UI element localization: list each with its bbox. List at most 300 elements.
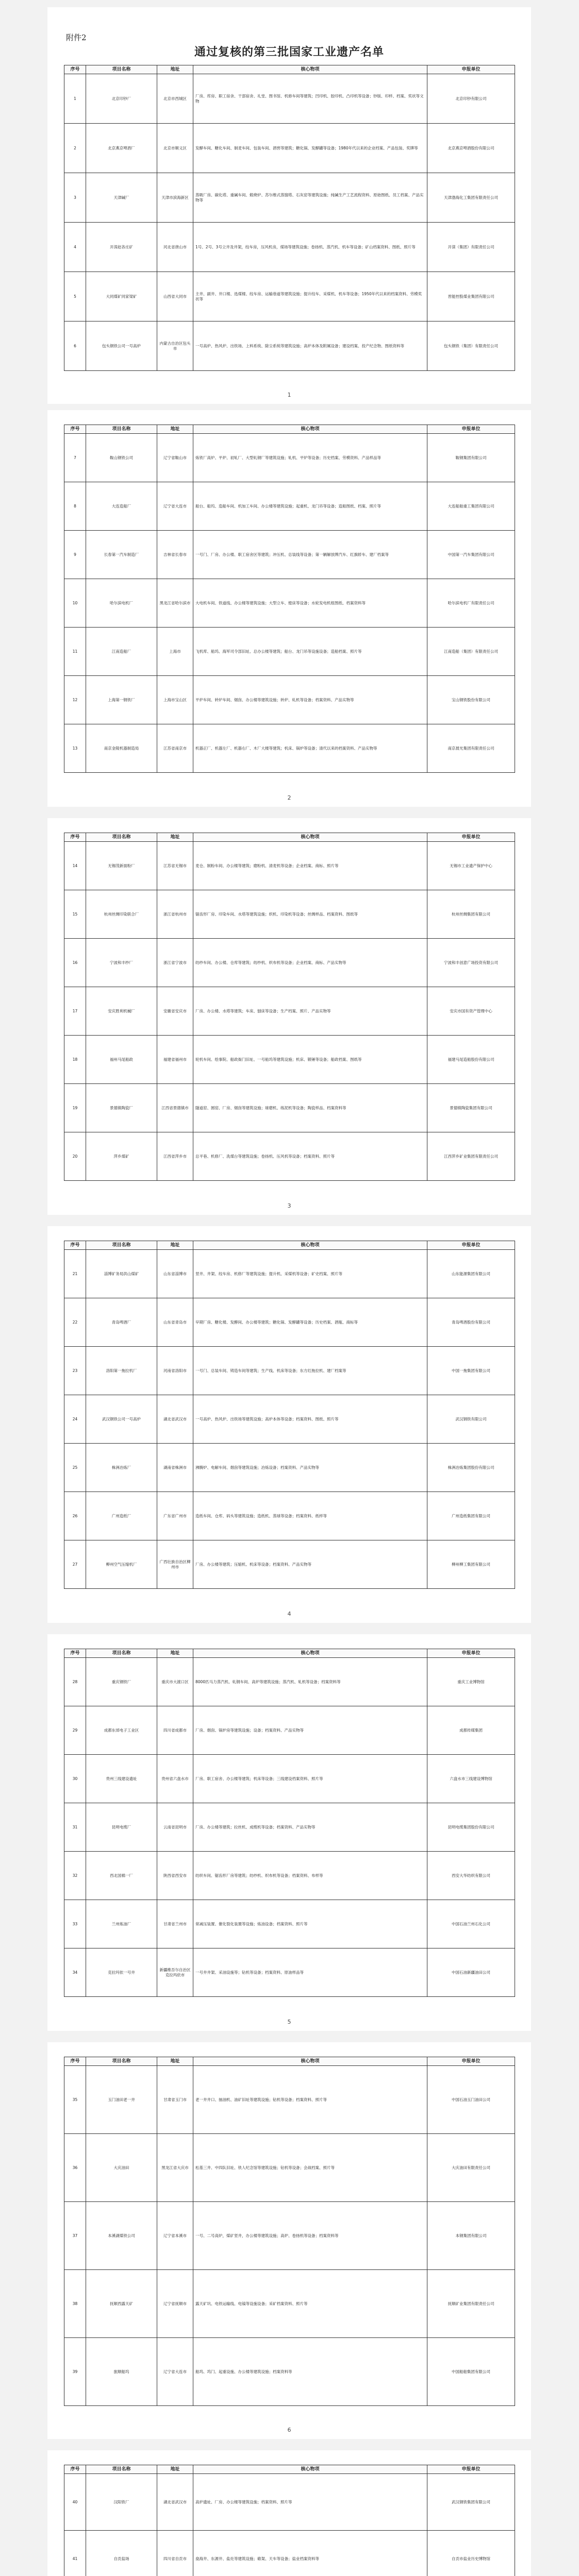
column-header-location: 地址 — [157, 425, 193, 434]
cell-name: 长春第一汽车制造厂 — [86, 531, 157, 579]
cell-location: 湖北省武汉市 — [157, 1395, 193, 1444]
cell-unit: 大庆油田有限责任公司 — [427, 2134, 515, 2202]
page-number: 5 — [287, 2019, 291, 2025]
cell-name: 萍乡煤矿 — [86, 1132, 157, 1181]
cell-no: 10 — [64, 579, 86, 628]
table-header-row — [64, 1649, 515, 1658]
cell-core: 露天矿坑、电铁运输线、电镐等设施设备；采矿档案资料、照片等 — [193, 2270, 427, 2338]
cell-core: 发酵车间、糖化车间、制麦车间、包装车间、酒窖等建筑；糖化锅、发酵罐等设备；1980年代以来的企业档案、产品包装、奖牌等 — [193, 124, 427, 173]
cell-core: 沸腾炉、电解车间、烟囱等建筑设施；冶炼设备；档案资料、产品实物等 — [193, 1444, 427, 1492]
cell-unit: 株洲冶炼集团股份有限公司 — [427, 1444, 515, 1492]
cell-location: 河南省洛阳市 — [157, 1347, 193, 1395]
table-header-row — [64, 1241, 515, 1250]
cell-unit: 本钢集团有限公司 — [427, 2202, 515, 2270]
cell-name: 无锡茂新面粉厂 — [86, 842, 157, 890]
column-header-location: 地址 — [157, 2057, 193, 2066]
cell-location: 福建省福州市 — [157, 1036, 193, 1084]
heritage-table — [64, 65, 515, 371]
cell-name: 株洲冶炼厂 — [86, 1444, 157, 1492]
table-row — [64, 2338, 515, 2406]
cell-location: 浙江省宁波市 — [157, 939, 193, 987]
column-header-no: 序号 — [64, 833, 86, 842]
cell-location: 辽宁省鞍山市 — [157, 434, 193, 482]
cell-no: 38 — [64, 2270, 86, 2338]
cell-name: 景德镇陶瓷厂 — [86, 1084, 157, 1132]
cell-name: 旅顺船坞 — [86, 2338, 157, 2406]
heritage-table — [64, 425, 515, 773]
cell-no: 34 — [64, 1948, 86, 1997]
cell-no: 18 — [64, 1036, 86, 1084]
table-row — [64, 1900, 515, 1948]
cell-no: 3 — [64, 173, 86, 223]
cell-unit: 北京燕京啤酒股份有限公司 — [427, 124, 515, 173]
cell-unit: 武汉钢铁集团有限公司 — [427, 2474, 515, 2531]
cell-name: 洛阳第一拖拉机厂 — [86, 1347, 157, 1395]
cell-location: 河北省唐山市 — [157, 223, 193, 272]
column-header-location: 地址 — [157, 833, 193, 842]
cell-name: 广州造纸厂 — [86, 1492, 157, 1540]
cell-no: 24 — [64, 1395, 86, 1444]
table-row — [64, 579, 515, 628]
cell-unit: 重庆工业博物馆 — [427, 1658, 515, 1706]
document-page — [47, 1226, 531, 1623]
cell-location: 甘肃省玉门市 — [157, 2066, 193, 2134]
document-page — [47, 1634, 531, 2031]
cell-core: 早期厂房、糖化楼、发酵间、办公楼等建筑；糖化锅、发酵罐等设备；历史档案、酒瓶、商标等 — [193, 1298, 427, 1347]
cell-no: 12 — [64, 676, 86, 724]
column-header-no: 序号 — [64, 1649, 86, 1658]
cell-name: 克拉玛依一号井 — [86, 1948, 157, 1997]
cell-core: 1号、2号、3号立井及井架，绞车房，压风机房，煤场等建筑设施；卷扬机、蒸汽机、机车等设备；矿山档案资料、图纸、照片等 — [193, 223, 427, 272]
cell-location: 江苏省南京市 — [157, 724, 193, 773]
cell-unit: 哈尔滨电机厂有限责任公司 — [427, 579, 515, 628]
column-header-no: 序号 — [64, 1241, 86, 1250]
cell-unit: 昆明电缆集团股份有限公司 — [427, 1803, 515, 1852]
cell-name: 汉阳铁厂 — [86, 2474, 157, 2531]
table-header-row — [64, 425, 515, 434]
cell-location: 山西省大同市 — [157, 272, 193, 321]
cell-name: 杭州丝绸印染联合厂 — [86, 890, 157, 939]
cell-name: 贵州三线建设遗址 — [86, 1755, 157, 1803]
cell-core: 8000匹马力蒸汽机、轧钢车间、高炉等建筑设施；蒸汽机、轧机等设备；档案资料等 — [193, 1658, 427, 1706]
cell-unit: 福建马尾造船股份有限公司 — [427, 1036, 515, 1084]
table-row — [64, 628, 515, 676]
column-header-core: 核心物项 — [193, 2465, 427, 2474]
cell-core: 一号高炉、热风炉、出铁场等建筑设施；高炉本体等设备；档案资料、图纸、照片等 — [193, 1395, 427, 1444]
cell-core: 松基三井、中四队旧址、铁人纪念馆等建筑设施；钻机等设备；会战档案、照片等 — [193, 2134, 427, 2202]
table-row — [64, 2134, 515, 2202]
table-row — [64, 1948, 515, 1997]
cell-core: 一号高炉、热风炉、出铁场、上料系统、除尘系统等建筑设施；高炉本体及附属设备；建设档案、投产纪念物、图纸资料等 — [193, 321, 427, 371]
cell-core: 厂房、办公楼等建筑；压缩机、机床等设备；档案资料、产品实物等 — [193, 1540, 427, 1589]
cell-name: 哈尔滨电机厂 — [86, 579, 157, 628]
cell-no: 41 — [64, 2531, 86, 2576]
cell-location: 黑龙江省大庆市 — [157, 2134, 193, 2202]
table-row — [64, 1803, 515, 1852]
cell-no: 11 — [64, 628, 86, 676]
page-number: 3 — [287, 1202, 291, 1209]
cell-unit: 江西萍乡矿业集团有限责任公司 — [427, 1132, 515, 1181]
document-page — [47, 2042, 531, 2439]
table-row — [64, 890, 515, 939]
cell-unit: 自贡市盐业历史博物馆 — [427, 2531, 515, 2576]
column-header-unit: 申报单位 — [427, 65, 515, 74]
cell-location: 江西省萍乡市 — [157, 1132, 193, 1181]
column-header-unit: 申报单位 — [427, 833, 515, 842]
cell-unit: 中国石油兰州石化公司 — [427, 1900, 515, 1948]
cell-name: 宁波和丰纱厂 — [86, 939, 157, 987]
cell-no: 20 — [64, 1132, 86, 1181]
cell-unit: 大连船舶重工集团有限公司 — [427, 482, 515, 531]
table-row — [64, 1852, 515, 1900]
cell-name: 江南造船厂 — [86, 628, 157, 676]
table-row — [64, 676, 515, 724]
cell-location: 江苏省无锡市 — [157, 842, 193, 890]
cell-core: 厂房、职工宿舍、办公楼等建筑；机床等设备；三线建设档案资料、照片等 — [193, 1755, 427, 1803]
cell-location: 内蒙古自治区包头市 — [157, 321, 193, 371]
column-header-name: 项目名称 — [86, 1649, 157, 1658]
cell-name: 青岛啤酒厂 — [86, 1298, 157, 1347]
cell-name: 大庆油田 — [86, 2134, 157, 2202]
document-page — [47, 818, 531, 1215]
table-row — [64, 2531, 515, 2576]
cell-core: 大电机车间、铁道线、办公楼等建筑设施；大型立车、镗床等设备；水轮发电机组图纸、档案资料等 — [193, 579, 427, 628]
cell-location: 新疆维吾尔自治区克拉玛依市 — [157, 1948, 193, 1997]
cell-location: 江西省景德镇市 — [157, 1084, 193, 1132]
cell-core: 纺纱车间、办公楼、仓库等建筑；纺纱机、织布机等设备；企业档案、商标、产品实物等 — [193, 939, 427, 987]
cell-location: 贵州省六盘水市 — [157, 1755, 193, 1803]
cell-location: 北京市顺义区 — [157, 124, 193, 173]
page-number: 4 — [287, 1611, 291, 1617]
cell-unit: 中国石油玉门油田公司 — [427, 2066, 515, 2134]
cell-core: 造纸车间、仓库、码头等建筑设施；造纸机、蒸球等设备；档案资料、纸样等 — [193, 1492, 427, 1540]
table-header-row — [64, 2057, 515, 2066]
column-header-name: 项目名称 — [86, 425, 157, 434]
cell-no: 14 — [64, 842, 86, 890]
cell-name: 西北国棉一厂 — [86, 1852, 157, 1900]
cell-name: 北京印钞厂 — [86, 74, 157, 124]
cell-no: 21 — [64, 1250, 86, 1298]
table-row — [64, 1347, 515, 1395]
cell-name: 玉门油田老一井 — [86, 2066, 157, 2134]
cell-no: 17 — [64, 987, 86, 1036]
cell-unit: 天津渤海化工集团有限责任公司 — [427, 173, 515, 223]
cell-no: 6 — [64, 321, 86, 371]
cell-unit: 中国一拖集团有限公司 — [427, 1347, 515, 1395]
cell-no: 37 — [64, 2202, 86, 2270]
cell-unit: 晋能控股煤业集团有限公司 — [427, 272, 515, 321]
table-row — [64, 1706, 515, 1755]
cell-location: 辽宁省本溪市 — [157, 2202, 193, 2270]
cell-core: 一号门、总装车间、铸造车间等建筑；生产线、机床等设备；东方红拖拉机、建厂档案等 — [193, 1347, 427, 1395]
cell-no: 25 — [64, 1444, 86, 1492]
heritage-table — [64, 1241, 515, 1589]
cell-core: 一号井井架、采油设施等；钻机等设备；档案资料、原油样品等 — [193, 1948, 427, 1997]
cell-unit: 成都传媒集团 — [427, 1706, 515, 1755]
page-number: 1 — [287, 392, 291, 398]
heritage-table — [64, 833, 515, 1181]
cell-name: 福州马尾船政 — [86, 1036, 157, 1084]
cell-location: 辽宁省大连市 — [157, 482, 193, 531]
document-page — [47, 2450, 531, 2576]
cell-unit: 宝山钢铁股份有限公司 — [427, 676, 515, 724]
page-number: 2 — [287, 794, 291, 801]
column-header-core: 核心物项 — [193, 833, 427, 842]
cell-location: 北京市西城区 — [157, 74, 193, 124]
cell-no: 4 — [64, 223, 86, 272]
cell-no: 40 — [64, 2474, 86, 2531]
cell-no: 2 — [64, 124, 86, 173]
cell-name: 成都东郊电子工业区 — [86, 1706, 157, 1755]
cell-no: 16 — [64, 939, 86, 987]
table-row — [64, 482, 515, 531]
cell-unit: 包头钢铁（集团）有限责任公司 — [427, 321, 515, 371]
cell-location: 黑龙江省哈尔滨市 — [157, 579, 193, 628]
column-header-name: 项目名称 — [86, 833, 157, 842]
table-row — [64, 321, 515, 371]
cell-core: 主井、副井、井口楼、选煤楼、绞车房、运输巷道等建筑设施；提升绞车、采煤机、机车等设备；1950年代以来的档案资料、劳模奖状等 — [193, 272, 427, 321]
table-header-row — [64, 65, 515, 74]
column-header-core: 核心物项 — [193, 1241, 427, 1250]
cell-location: 广西壮族自治区柳州市 — [157, 1540, 193, 1589]
table-row — [64, 531, 515, 579]
table-row — [64, 987, 515, 1036]
document-page — [47, 7, 531, 404]
cell-no: 23 — [64, 1347, 86, 1395]
cell-location: 湖北省武汉市 — [157, 2474, 193, 2531]
column-header-core: 核心物项 — [193, 2057, 427, 2066]
cell-core: 厂房、库房、职工宿舍、干部宿舍、礼堂、图书馆、机修车间等建筑；凹印机、胶印机、凸印机等设备；钞版、印样、档案、奖状等文物 — [193, 74, 427, 124]
cell-name: 重庆钢铁厂 — [86, 1658, 157, 1706]
cell-name: 兰州炼油厂 — [86, 1900, 157, 1948]
cell-location: 山东省青岛市 — [157, 1298, 193, 1347]
cell-name: 抚顺西露天矿 — [86, 2270, 157, 2338]
column-header-no: 序号 — [64, 2057, 86, 2066]
table-row — [64, 1755, 515, 1803]
cell-core: 燊海井、东源井、盐灶等建筑设施；碓架、天车等设备；盐业档案资料等 — [193, 2531, 427, 2576]
cell-location: 上海市宝山区 — [157, 676, 193, 724]
table-row — [64, 1084, 515, 1132]
cell-unit: 北京印钞有限公司 — [427, 74, 515, 124]
cell-no: 26 — [64, 1492, 86, 1540]
document-title: 通过复核的第三批国家工业遗产名单 — [194, 45, 384, 59]
column-header-core: 核心物项 — [193, 425, 427, 434]
cell-name: 开滦赵各庄矿 — [86, 223, 157, 272]
cell-no: 15 — [64, 890, 86, 939]
cell-unit: 安庆市国有资产管理中心 — [427, 987, 515, 1036]
column-header-name: 项目名称 — [86, 1241, 157, 1250]
cell-name: 天津碱厂 — [86, 173, 157, 223]
column-header-unit: 申报单位 — [427, 2465, 515, 2474]
table-row — [64, 1444, 515, 1492]
cell-unit: 宁波和丰创意广场投资有限公司 — [427, 939, 515, 987]
cell-unit: 广州造纸集团有限公司 — [427, 1492, 515, 1540]
cell-name: 包头钢铁公司一号高炉 — [86, 321, 157, 371]
cell-core: 船台、船坞、造船车间、机加工车间、办公楼等建筑设施；起重机、龙门吊等设备；造船图纸、档案、照片等 — [193, 482, 427, 531]
table-row — [64, 2202, 515, 2270]
document-page — [47, 410, 531, 807]
cell-location: 重庆市大渡口区 — [157, 1658, 193, 1706]
table-row — [64, 1036, 515, 1084]
table-row — [64, 74, 515, 124]
cell-location: 广东省广州市 — [157, 1492, 193, 1540]
table-row — [64, 1132, 515, 1181]
cell-name: 柳州空气压缩机厂 — [86, 1540, 157, 1589]
column-header-unit: 申报单位 — [427, 1241, 515, 1250]
cell-location: 上海市 — [157, 628, 193, 676]
column-header-name: 项目名称 — [86, 2057, 157, 2066]
table-row — [64, 2066, 515, 2134]
cell-core: 竖井、井架、绞车房、机修厂等建筑设施；提升机、采煤机等设备；矿史档案、照片等 — [193, 1250, 427, 1298]
cell-name: 昆明电缆厂 — [86, 1803, 157, 1852]
cell-core: 纺织车间、锯齿形厂房等建筑；纺纱机、织布机等设备；档案资料、布样等 — [193, 1852, 427, 1900]
cell-name: 本溪湖煤铁公司 — [86, 2202, 157, 2270]
cell-name: 大同煤矿同家梁矿 — [86, 272, 157, 321]
cell-unit: 青岛啤酒股份有限公司 — [427, 1298, 515, 1347]
cell-name: 安庆胜利机械厂 — [86, 987, 157, 1036]
cell-core: 老一井井口、抽油机、油矿旧址等建筑设施；钻机等设备；档案资料、照片等 — [193, 2066, 427, 2134]
cell-no: 22 — [64, 1298, 86, 1347]
cell-no: 33 — [64, 1900, 86, 1948]
cell-name: 自贡盐场 — [86, 2531, 157, 2576]
table-header-row — [64, 2465, 515, 2474]
cell-name: 上海第一钢铁厂 — [86, 676, 157, 724]
cell-no: 5 — [64, 272, 86, 321]
cell-location: 辽宁省大连市 — [157, 2338, 193, 2406]
cell-location: 浙江省杭州市 — [157, 890, 193, 939]
cell-core: 炼铁厂高炉、平炉、初轧厂、大型轧钢厂等建筑设施；轧机、平炉等设备；历史档案、劳模资料、产品样品等 — [193, 434, 427, 482]
cell-no: 35 — [64, 2066, 86, 2134]
column-header-location: 地址 — [157, 2465, 193, 2474]
cell-unit: 南京晨光集团有限责任公司 — [427, 724, 515, 773]
table-row — [64, 1492, 515, 1540]
table-row — [64, 724, 515, 773]
cell-unit: 柳州柳工集团有限公司 — [427, 1540, 515, 1589]
cell-unit: 中国船舶集团有限公司 — [427, 2338, 515, 2406]
column-header-location: 地址 — [157, 1241, 193, 1250]
cell-unit: 杭州丝绸集团有限公司 — [427, 890, 515, 939]
cell-core: 机器正厂、机器左厂、机器右厂、木厂大楼等建筑；机床、锅炉等设备；清代以来的档案资料、产品实物等 — [193, 724, 427, 773]
cell-location: 陕西省西安市 — [157, 1852, 193, 1900]
cell-location: 云南省昆明市 — [157, 1803, 193, 1852]
column-header-core: 核心物项 — [193, 1649, 427, 1658]
cell-no: 13 — [64, 724, 86, 773]
table-row — [64, 124, 515, 173]
cell-core: 飞机库、船坞、海军司令部旧址、总办公楼等建筑；船台、龙门吊等设施设备；造船档案、照片等 — [193, 628, 427, 676]
cell-core: 高炉遗址、厂房、办公楼等建筑设施；档案资料、照片等 — [193, 2474, 427, 2531]
cell-no: 7 — [64, 434, 86, 482]
cell-no: 31 — [64, 1803, 86, 1852]
heritage-table — [64, 2057, 515, 2406]
column-header-name: 项目名称 — [86, 2465, 157, 2474]
cell-core: 常减压装置、催化裂化装置等设施；炼油设备；档案资料、照片等 — [193, 1900, 427, 1948]
cell-location: 安徽省安庆市 — [157, 987, 193, 1036]
column-header-core: 核心物项 — [193, 65, 427, 74]
cell-core: 平炉车间、转炉车间、烟囱、办公楼等建筑设施；转炉、轧机等设备；档案资料、产品实物等 — [193, 676, 427, 724]
cell-unit: 中国第一汽车集团有限公司 — [427, 531, 515, 579]
cell-core: 一号、二号高炉，煤矿竖井，办公楼等建筑设施；高炉、卷扬机等设备；档案资料等 — [193, 2202, 427, 2270]
cell-unit: 山东能源集团有限公司 — [427, 1250, 515, 1298]
cell-no: 30 — [64, 1755, 86, 1803]
cell-unit: 六盘水市三线建设博物馆 — [427, 1755, 515, 1803]
cell-no: 1 — [64, 74, 86, 124]
table-row — [64, 1250, 515, 1298]
table-row — [64, 223, 515, 272]
heritage-table — [64, 2465, 515, 2576]
cell-core: 一号门、厂房、办公楼、职工宿舍区等建筑；冲压机、总装线等设备；第一辆解放牌汽车、红旗轿车、建厂档案等 — [193, 531, 427, 579]
cell-core: 厂房、烟囱、锅炉房等建筑设施；设备；档案资料、产品实物等 — [193, 1706, 427, 1755]
cell-location: 吉林省长春市 — [157, 531, 193, 579]
cell-no: 39 — [64, 2338, 86, 2406]
column-header-no: 序号 — [64, 425, 86, 434]
cell-name: 南京金陵机器制造局 — [86, 724, 157, 773]
cell-unit: 开滦（集团）有限责任公司 — [427, 223, 515, 272]
attachment-label: 附件2 — [66, 33, 87, 42]
cell-core: 轮机车间、绘事院、船政衙门旧址、一号船坞等建筑设施；机床、锻锤等设备；船政档案、图纸等 — [193, 1036, 427, 1084]
cell-name: 北京燕京啤酒厂 — [86, 124, 157, 173]
table-row — [64, 2474, 515, 2531]
cell-no: 8 — [64, 482, 86, 531]
table-row — [64, 1540, 515, 1589]
cell-core: 蒸吸厂房、碳化塔、重碱车间、煅烧炉、苏尔维式蒸馏塔、石灰窑等建筑设施；纯碱生产工艺流程资料、原始图纸、员工档案、产品实物等 — [193, 173, 427, 223]
cell-no: 36 — [64, 2134, 86, 2202]
page-number: 6 — [287, 2427, 291, 2433]
table-row — [64, 1658, 515, 1706]
table-row — [64, 842, 515, 890]
cell-location: 天津市滨海新区 — [157, 173, 193, 223]
cell-unit: 景德镇陶瓷集团有限公司 — [427, 1084, 515, 1132]
cell-name: 大连造船厂 — [86, 482, 157, 531]
table-row — [64, 1298, 515, 1347]
cell-location: 四川省自贡市 — [157, 2531, 193, 2576]
cell-location: 辽宁省抚顺市 — [157, 2270, 193, 2338]
cell-core: 总平巷、机修厂、洗煤台等建筑设施；卷扬机、压风机等设备；档案资料、照片等 — [193, 1132, 427, 1181]
table-row — [64, 1395, 515, 1444]
cell-unit: 武汉钢铁有限公司 — [427, 1395, 515, 1444]
heritage-table — [64, 1649, 515, 1997]
cell-name: 鞍山钢铁公司 — [86, 434, 157, 482]
table-header-row — [64, 833, 515, 842]
cell-no: 9 — [64, 531, 86, 579]
cell-no: 29 — [64, 1706, 86, 1755]
cell-no: 27 — [64, 1540, 86, 1589]
column-header-no: 序号 — [64, 65, 86, 74]
cell-location: 湖南省株洲市 — [157, 1444, 193, 1492]
cell-location: 山东省淄博市 — [157, 1250, 193, 1298]
cell-core: 隧道窑、圆窑、厂房、烟囱等建筑设施；球磨机、练泥机等设备；陶瓷样品、档案资料等 — [193, 1084, 427, 1132]
cell-no: 28 — [64, 1658, 86, 1706]
table-row — [64, 272, 515, 321]
column-header-location: 地址 — [157, 65, 193, 74]
table-row — [64, 434, 515, 482]
column-header-unit: 申报单位 — [427, 2057, 515, 2066]
cell-unit: 江南造船（集团）有限责任公司 — [427, 628, 515, 676]
cell-unit: 抚顺矿业集团有限责任公司 — [427, 2270, 515, 2338]
cell-no: 19 — [64, 1084, 86, 1132]
cell-core: 麦仓、制粉车间、办公楼等建筑；磨粉机、清麦机等设备；企业档案、商标、照片等 — [193, 842, 427, 890]
cell-core: 船坞、坞门、起重设施、办公楼等建筑设施；档案资料等 — [193, 2338, 427, 2406]
table-row — [64, 173, 515, 223]
cell-location: 四川省成都市 — [157, 1706, 193, 1755]
column-header-no: 序号 — [64, 2465, 86, 2474]
cell-unit: 中国石油新疆油田公司 — [427, 1948, 515, 1997]
table-row — [64, 939, 515, 987]
column-header-unit: 申报单位 — [427, 1649, 515, 1658]
cell-name: 武汉钢铁公司一号高炉 — [86, 1395, 157, 1444]
cell-location: 甘肃省兰州市 — [157, 1900, 193, 1948]
cell-unit: 鞍钢集团有限公司 — [427, 434, 515, 482]
cell-core: 锯齿形厂房、印染车间、水塔等建筑设施；织机、印染机等设备；丝绸样品、档案资料、图纸等 — [193, 890, 427, 939]
